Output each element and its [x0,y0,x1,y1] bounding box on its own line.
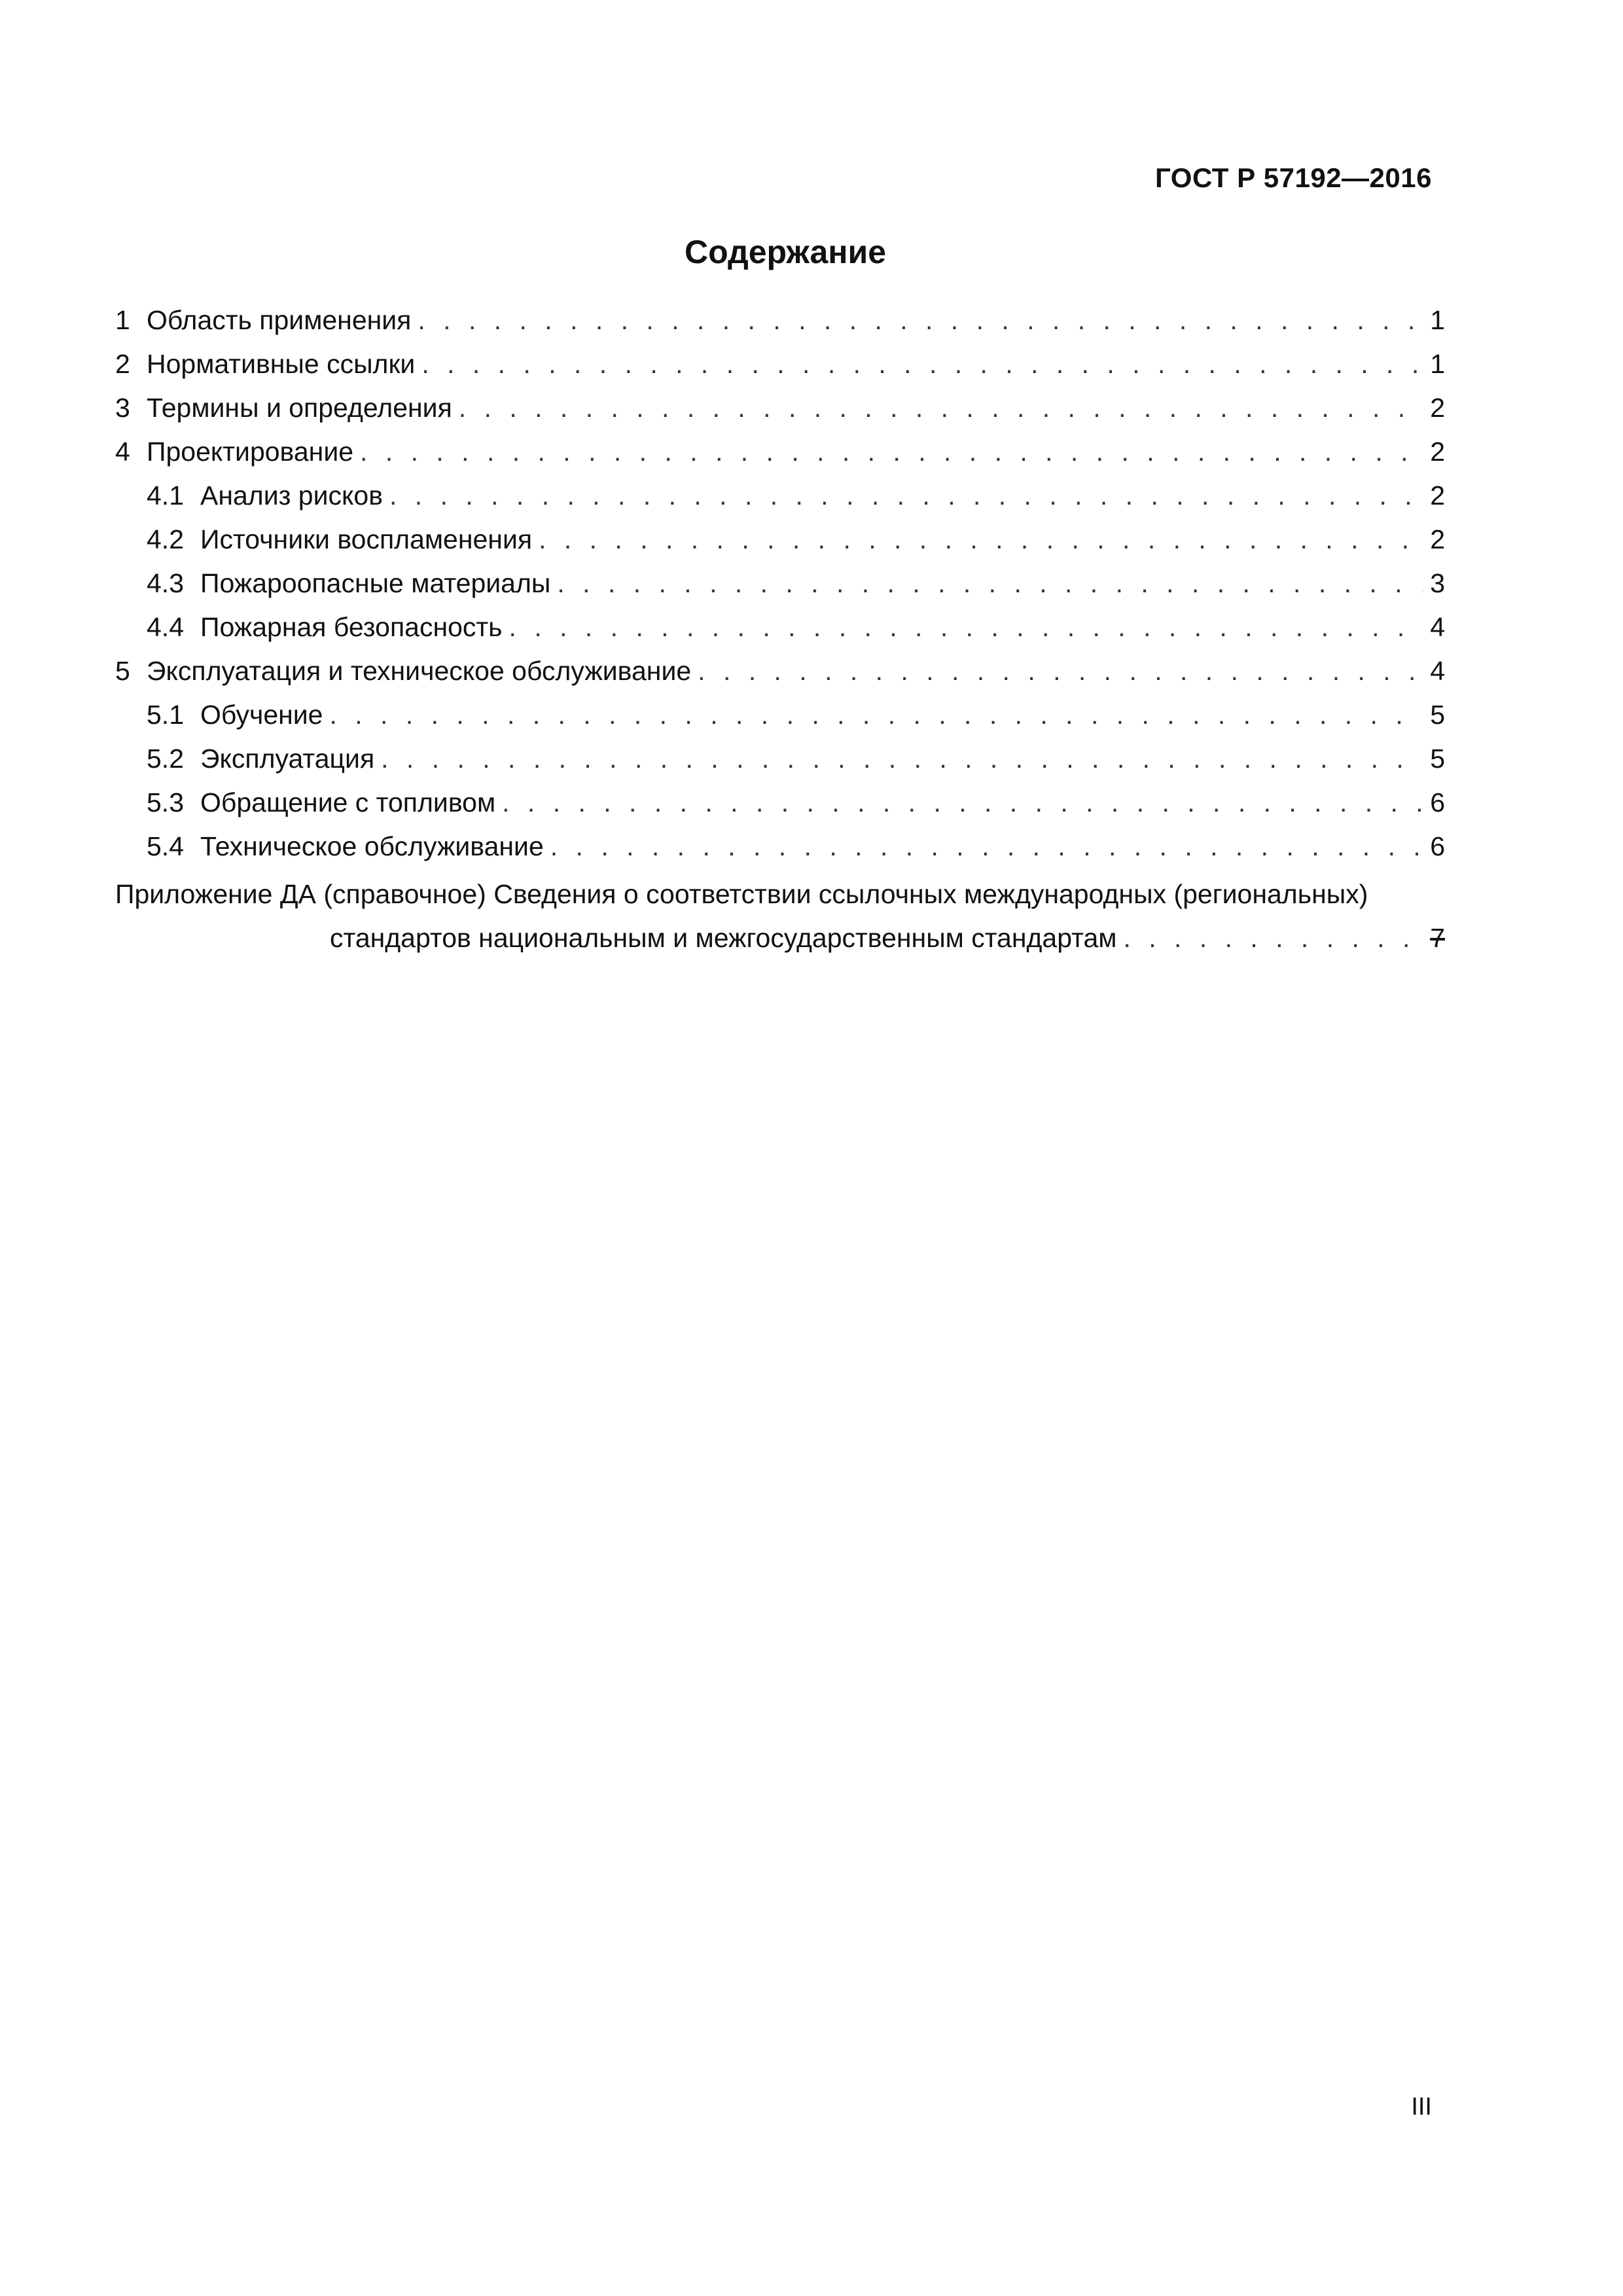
toc-entry-page: 5 [1430,700,1445,730]
toc-entry-5-4[interactable] [115,825,1445,869]
toc-entry-label: Термины и определения [147,393,452,423]
toc-leader-dots [509,605,1423,649]
toc-entry-number: 4.3 [147,568,184,598]
toc-entry-page: 1 [1430,305,1445,335]
toc-entry-number: 4 [115,437,130,467]
toc-entry-4-3[interactable] [115,562,1445,605]
toc-entry-4[interactable] [115,430,1445,474]
toc-entry-4-4[interactable] [115,605,1445,649]
toc-entry-1[interactable] [115,298,1445,342]
toc-entry-5[interactable] [115,649,1445,693]
toc-entry-label: Анализ рисков [200,480,383,511]
toc-leader-dots [502,781,1423,825]
toc-entry-label: Нормативные ссылки [147,349,416,379]
toc-entry-page: 3 [1430,568,1445,598]
annex-title-line2-row [115,916,1445,960]
toc-leader-dots [329,693,1423,737]
toc-leader-dots [1123,916,1423,960]
toc-entry-page: 2 [1430,393,1445,423]
toc-entry-page: 4 [1430,612,1445,642]
toc-entry-page: 6 [1430,831,1445,861]
toc-leader-dots [539,518,1423,562]
toc-entry-number: 5.3 [147,787,184,817]
toc-entry-page: 2 [1430,524,1445,554]
toc-entry-label: Эксплуатация и техническое обслуживание [147,656,692,686]
toc-leader-dots [381,737,1423,781]
toc-leader-dots [360,430,1423,474]
toc-entry-5-2[interactable] [115,737,1445,781]
toc-entry-label: Область применения [147,305,412,335]
toc-entry-page: 2 [1430,480,1445,511]
toc-leader-dots [557,562,1423,605]
toc-entry-label: Проектирование [147,437,354,467]
toc-entry-label: Эксплуатация [200,744,375,774]
toc-entry-number: 5.4 [147,831,184,861]
toc-entry-label: Пожароопасные материалы [200,568,551,598]
toc-title: Содержание [684,234,887,270]
toc-entry-number: 5 [115,656,130,686]
toc-leader-dots [459,386,1423,430]
page-number: III [1411,2093,1432,2121]
toc-entry-annex[interactable] [115,872,1445,960]
toc-entry-page: 6 [1430,787,1445,817]
toc-entry-4-1[interactable] [115,474,1445,518]
toc-entry-number: 4.1 [147,480,184,511]
toc-leader-dots [550,825,1423,869]
toc-entry-number: 5.2 [147,744,184,774]
toc-entry-number: 5.1 [147,700,184,730]
table-of-contents [115,298,1445,960]
document-code: ГОСТ Р 57192—2016 [1155,162,1432,193]
annex-title-line1: Приложение ДА (справочное) Сведения о соответствии ссылочных международных (региональных) [115,879,1368,909]
annex-title-line2: стандартов национальным и межгосударственным стандартам [330,923,1117,953]
toc-entry-page: 1 [1430,349,1445,379]
toc-entry-page: 7 [1430,923,1445,953]
toc-entry-label: Пожарная безопасность [200,612,503,642]
toc-entry-3[interactable] [115,386,1445,430]
toc-entry-number: 3 [115,393,130,423]
toc-entry-5-3[interactable] [115,781,1445,825]
toc-entry-4-2[interactable] [115,518,1445,562]
toc-leader-dots [698,649,1423,693]
toc-entry-label: Обращение с топливом [200,787,496,817]
toc-entry-5-1[interactable] [115,693,1445,737]
toc-entry-number: 4.4 [147,612,184,642]
toc-entry-label: Техническое обслуживание [200,831,544,861]
toc-leader-dots [421,342,1423,386]
toc-leader-dots [389,474,1423,518]
toc-entry-page: 2 [1430,437,1445,467]
toc-entry-page: 5 [1430,744,1445,774]
toc-entry-page: 4 [1430,656,1445,686]
toc-entry-label: Источники воспламенения [200,524,533,554]
toc-entry-label: Обучение [200,700,323,730]
toc-entry-number: 1 [115,305,130,335]
toc-leader-dots [418,298,1423,342]
toc-entry-number: 4.2 [147,524,184,554]
toc-entry-number: 2 [115,349,130,379]
toc-entry-2[interactable] [115,342,1445,386]
